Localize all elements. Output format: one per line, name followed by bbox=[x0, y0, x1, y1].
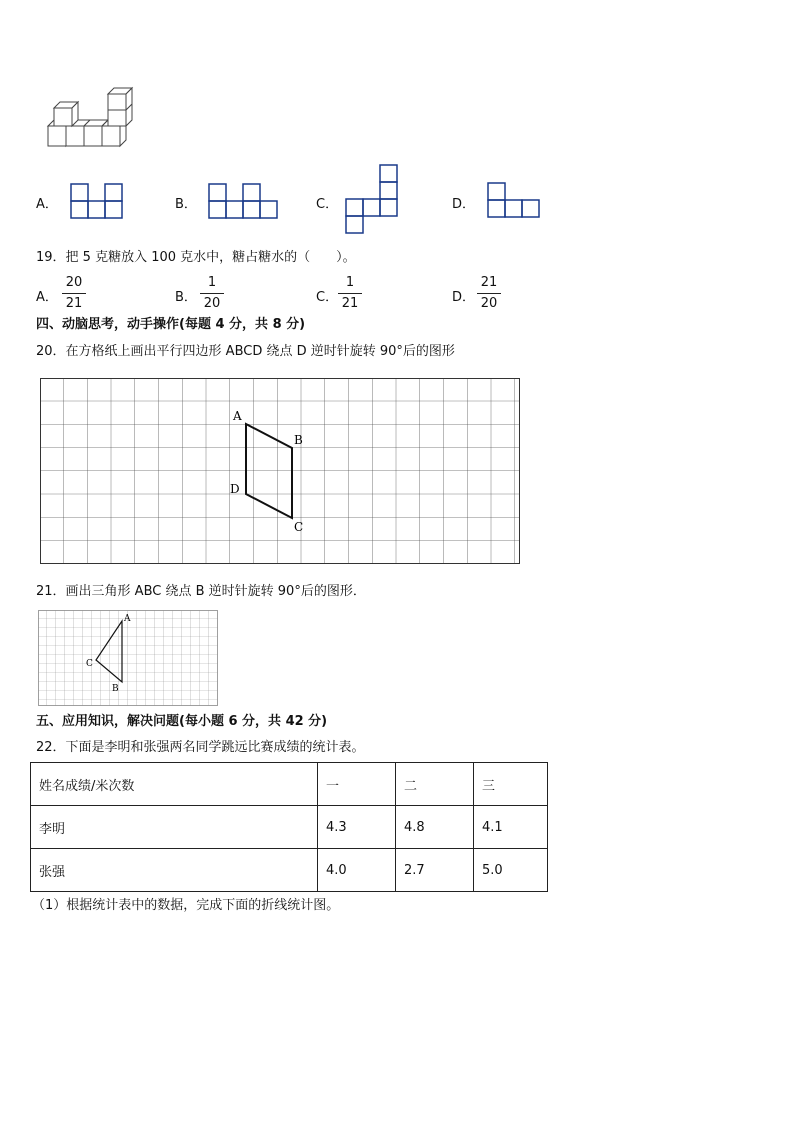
denominator: 20 bbox=[203, 296, 221, 311]
q19-option-a-label: A． bbox=[36, 290, 58, 305]
score-table bbox=[30, 762, 548, 892]
q19-option-d-fraction bbox=[477, 274, 501, 313]
numerator: 1 bbox=[207, 275, 217, 290]
header-cell: 二 bbox=[396, 763, 474, 806]
q18-option-b-label: B． bbox=[175, 197, 197, 212]
section-5-heading: 五、应用知识，解决问题(每小题 6 分，共 42 分) bbox=[36, 714, 328, 729]
q19-option-c-fraction bbox=[338, 274, 362, 313]
q22-question: 22．下面是李明和张强两名同学跳远比赛成绩的统计表。 bbox=[36, 740, 365, 755]
q19-option-d-label: D． bbox=[452, 290, 476, 305]
table-cell: 4.0 bbox=[318, 849, 396, 892]
q20-grid bbox=[40, 378, 522, 566]
table-cell: 5.0 bbox=[474, 849, 548, 892]
numerator: 20 bbox=[65, 275, 83, 290]
q19-question: 19．把 5 克糖放入 100 克水中，糖占糖水的（ ）。 bbox=[36, 250, 356, 265]
table-cell: 李明 bbox=[31, 806, 318, 849]
q18-option-a-figure bbox=[70, 183, 126, 219]
point-label-a: A bbox=[233, 409, 242, 423]
q18-option-a-label: A． bbox=[36, 197, 58, 212]
q21-grid bbox=[38, 610, 220, 708]
q19-option-c-label: C． bbox=[316, 290, 339, 305]
table-cell: 2.7 bbox=[396, 849, 474, 892]
denominator: 20 bbox=[480, 296, 498, 311]
section-4-heading: 四、动脑思考，动手操作(每题 4 分，共 8 分) bbox=[36, 317, 306, 332]
header-cell: 姓名成绩/米次数 bbox=[31, 763, 318, 806]
q18-option-d-figure bbox=[487, 182, 543, 218]
q19-option-a-fraction bbox=[62, 274, 86, 313]
q21-question: 21．画出三角形 ABC 绕点 B 逆时针旋转 90°后的图形． bbox=[36, 584, 366, 599]
table-cell: 张强 bbox=[31, 849, 318, 892]
table-row bbox=[31, 806, 548, 849]
table-row bbox=[31, 849, 548, 892]
point-label-c: C bbox=[86, 659, 93, 669]
q22-subquestion-1: （1）根据统计表中的数据，完成下面的折线统计图。 bbox=[32, 898, 340, 913]
point-label-c: C bbox=[294, 520, 304, 534]
numerator: 1 bbox=[345, 275, 355, 290]
header-cell: 三 bbox=[474, 763, 548, 806]
table-cell: 4.8 bbox=[396, 806, 474, 849]
table-header-row bbox=[31, 763, 548, 806]
q18-option-c-label: C． bbox=[316, 197, 339, 212]
point-label-b: B bbox=[112, 684, 119, 694]
q18-option-b-figure bbox=[208, 183, 282, 219]
numerator: 21 bbox=[480, 275, 498, 290]
point-label-a: A bbox=[124, 614, 131, 624]
header-cell: 一 bbox=[318, 763, 396, 806]
point-label-b: B bbox=[294, 433, 303, 447]
q19-option-b-fraction bbox=[200, 274, 224, 313]
q20-question: 20．在方格纸上画出平行四边形 ABCD 绕点 D 逆时针旋转 90°后的图形 bbox=[36, 344, 455, 359]
table-cell: 4.1 bbox=[474, 806, 548, 849]
denominator: 21 bbox=[341, 296, 359, 311]
point-label-d: D bbox=[230, 482, 240, 496]
q18-option-d-label: D． bbox=[452, 197, 476, 212]
denominator: 21 bbox=[65, 296, 83, 311]
table-cell: 4.3 bbox=[318, 806, 396, 849]
q18-option-c-figure bbox=[344, 164, 402, 236]
cube-stack-figure bbox=[40, 86, 140, 156]
q19-option-b-label: B． bbox=[175, 290, 197, 305]
